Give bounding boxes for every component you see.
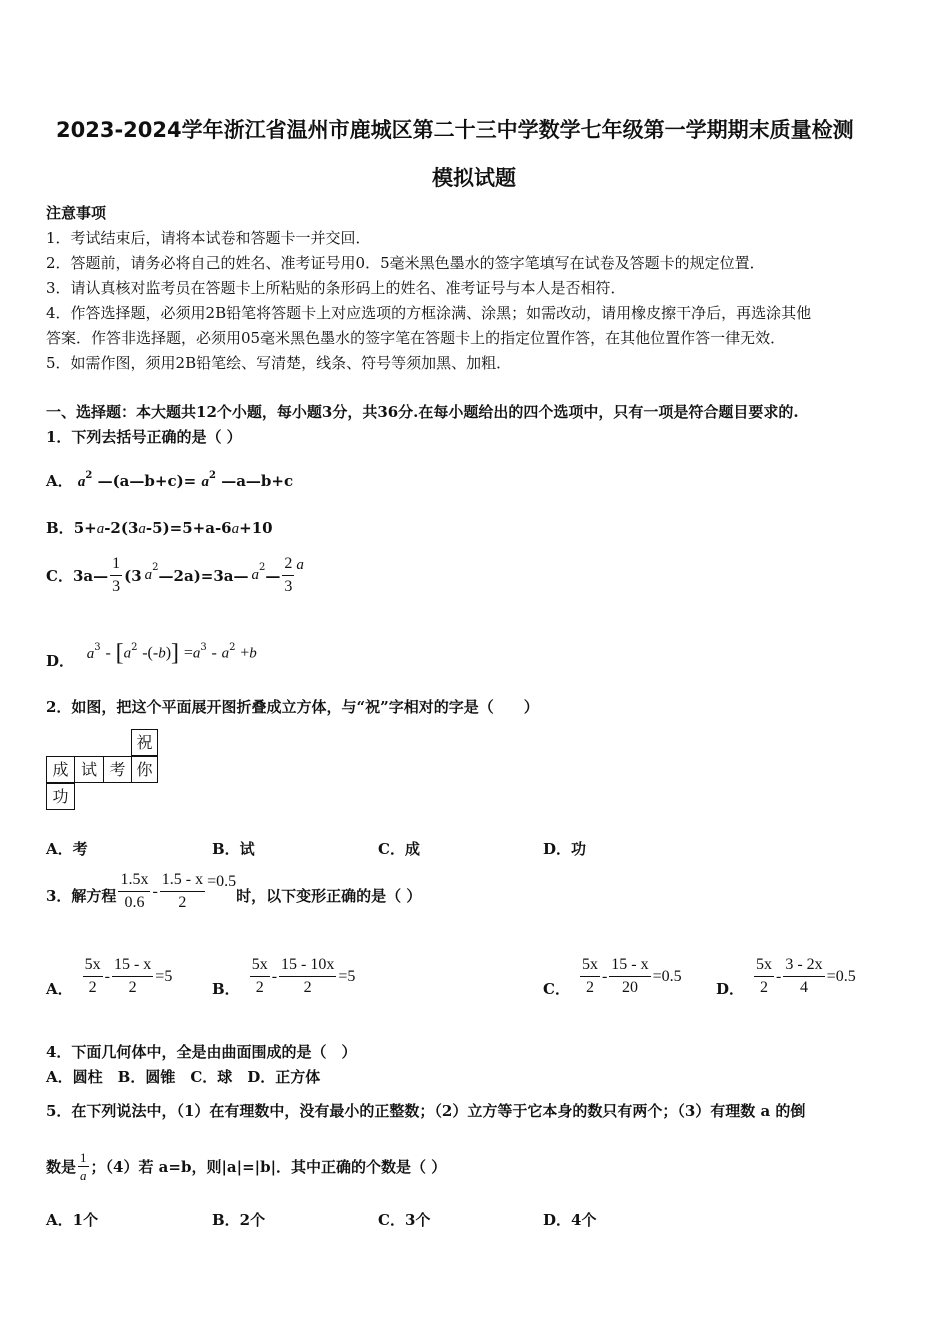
q1-option-d — [46, 640, 257, 670]
q2-option-d: D．功 — [543, 840, 587, 858]
q2-option-b: B．试 — [212, 840, 255, 858]
net-cell-kao: 考 — [103, 756, 132, 783]
fraction — [282, 554, 294, 597]
numerator: 2 — [282, 554, 294, 576]
rhs: =5 — [338, 967, 356, 985]
numerator: 5x — [83, 955, 103, 977]
math-var: a — [138, 521, 146, 537]
q1-option-c — [46, 554, 304, 597]
rhs: =0.5 — [207, 872, 237, 890]
math-text: —a—b+c — [221, 472, 294, 490]
fraction — [83, 955, 103, 998]
numerator: 5x — [250, 955, 270, 977]
math-text: —(a—b+c)= — [97, 472, 197, 490]
fraction — [118, 870, 150, 913]
q5-option-c: C．3个 — [378, 1211, 431, 1229]
math-text: - — [211, 644, 217, 662]
denominator: 2 — [128, 979, 137, 996]
math-exp: 2 — [229, 641, 236, 653]
math-exp: 3 — [94, 641, 101, 653]
fraction — [580, 955, 600, 998]
option-label: C． — [543, 980, 570, 998]
rhs: =0.5 — [652, 967, 682, 985]
option-label: D． — [716, 980, 745, 998]
numerator: 1.5 - x — [160, 870, 205, 892]
q3-option-a — [46, 955, 172, 998]
math-exp: 3 — [200, 641, 207, 653]
math-text: -(- — [142, 644, 159, 662]
page-title: 2023-2024学年浙江省温州市鹿城区第二十三中学数学七年级第一学期期末质量检测 — [56, 118, 854, 142]
question-4-stem: 4．下面几何体中，全是由曲面围成的是（ ） — [46, 1043, 357, 1061]
math-text: 3a— — [72, 566, 109, 585]
math-var: a — [144, 567, 153, 583]
numerator: 1 — [110, 554, 122, 576]
math-exp: 2 — [131, 641, 138, 653]
notice-item: 4．作答选择题，必须用2B铅笔将答题卡上对应选项的方框涂满、涂黑；如需改动，请用橡皮擦干净后，再选涂其他 — [46, 304, 812, 322]
notice-heading: 注意事项 — [46, 204, 107, 222]
notice-item: 答案．作答非选择题，必须用05毫米黑色墨水的签字笔在答题卡上的指定位置作答，在其他位置作答一律无效． — [46, 329, 786, 347]
math-var: a — [123, 645, 132, 662]
denominator: 2 — [303, 979, 312, 996]
math-var: a — [192, 645, 201, 662]
net-cell-shi: 试 — [74, 756, 104, 783]
math-var: b — [249, 645, 257, 662]
math-text: - — [105, 644, 111, 662]
numerator: 15 - x — [609, 955, 650, 977]
denominator: 2 — [88, 979, 97, 996]
stem-text: 数是 — [46, 1158, 77, 1176]
numerator: 5x — [754, 955, 774, 977]
q2-option-c: C．成 — [378, 840, 420, 858]
denominator: 2 — [760, 979, 769, 996]
denominator: 2 — [178, 894, 187, 911]
math-var: a — [201, 474, 209, 490]
section-heading: 一、选择题：本大题共12个小题，每小题3分，共36分.在每小题给出的四个选项中，只有一项是符合题目要求的. — [46, 403, 799, 421]
math-var: a — [296, 557, 304, 573]
numerator: 3 - 2x — [783, 955, 824, 977]
q3-option-b — [212, 955, 355, 998]
q3-option-d — [716, 955, 856, 998]
numerator: 1.5x — [118, 870, 150, 892]
net-cell-gong: 功 — [46, 783, 75, 810]
net-cell-zhu: 祝 — [131, 729, 158, 756]
net-cell-cheng: 成 — [46, 756, 75, 783]
math-exp: 2 — [259, 562, 266, 573]
math-text: -5)=5+a-6 — [145, 519, 232, 537]
math-var: a — [86, 645, 95, 662]
numerator: 1 — [80, 1150, 87, 1165]
fraction — [160, 870, 205, 913]
net-cell-ni: 你 — [131, 756, 158, 783]
denominator: 0.6 — [124, 894, 145, 911]
question-5-stem: 5．在下列说法中，（1）在有理数中，没有最小的正整数；（2）立方等于它本身的数只有两个；（3）有理数 a 的倒 — [46, 1102, 806, 1120]
math-var: a — [221, 645, 230, 662]
rhs: =5 — [155, 967, 173, 985]
math-text: 5+ — [73, 519, 97, 537]
q5-option-d: D．4个 — [543, 1211, 597, 1229]
math-var: a — [251, 567, 260, 583]
question-1-stem: 1．下列去括号正确的是（ ） — [46, 428, 242, 446]
fraction — [250, 955, 270, 998]
denominator: 4 — [800, 979, 808, 996]
fraction — [609, 955, 650, 998]
denominator: 20 — [621, 979, 638, 996]
math-exp: 2 — [152, 562, 159, 573]
math-text: — — [265, 566, 281, 585]
stem-text: ；（4）若 a=b，则|a|=|b|．其中正确的个数是（ ） — [90, 1158, 447, 1176]
q5-option-b: B．2个 — [212, 1211, 266, 1229]
math-text: —2a)=3a— — [158, 566, 249, 585]
page-subtitle: 模拟试题 — [432, 166, 516, 190]
option-label: B． — [212, 980, 240, 998]
question-2-stem: 2．如图，把这个平面展开图折叠成立方体，与“祝”字相对的字是（ ） — [46, 698, 539, 716]
math-text: (3 — [124, 566, 142, 585]
denominator: a — [80, 1168, 87, 1183]
stem-text: 时，以下变形正确的是（ ） — [236, 887, 422, 905]
denominator: 2 — [255, 979, 264, 996]
notice-item: 3．请认真核对监考员在答题卡上所粘贴的条形码上的姓名、准考证号与本人是否相符． — [46, 279, 626, 297]
minus: - — [271, 967, 278, 985]
q1-option-b — [46, 517, 273, 538]
q3-option-c — [543, 955, 682, 998]
numerator: 15 - 10x — [279, 955, 336, 977]
fraction — [754, 955, 774, 998]
math-text: + — [240, 644, 250, 662]
math-var: a — [96, 521, 105, 537]
denominator: 3 — [112, 578, 121, 595]
math-exp: 2 — [85, 470, 93, 481]
minus: - — [776, 967, 782, 985]
option-label: A． — [46, 472, 73, 490]
fraction — [279, 955, 336, 998]
math-var: b — [158, 645, 166, 662]
math-text: ) — [165, 644, 172, 662]
stem-text: 3．解方程 — [46, 887, 117, 905]
math-exp: 2 — [208, 470, 216, 481]
question-3-stem — [46, 870, 421, 913]
fraction — [110, 554, 122, 597]
q5-option-a: A．1个 — [46, 1211, 99, 1229]
math-text: = — [183, 644, 193, 662]
q2-option-a: A．考 — [46, 840, 88, 858]
q4-options: A．圆柱 B．圆锥 C．球 D．正方体 — [46, 1068, 321, 1086]
notice-item: 2．答题前，请务必将自己的姓名、准考证号用0．5毫米黑色墨水的签字笔填写在试卷及答题卡的规定位置． — [46, 254, 765, 272]
bracket: ] — [171, 640, 180, 666]
fraction — [78, 1150, 89, 1183]
option-label: D． — [46, 651, 75, 670]
denominator: 3 — [284, 578, 293, 595]
rhs: =0.5 — [826, 967, 856, 985]
denominator: 2 — [585, 979, 594, 996]
question-5-stem-2 — [46, 1150, 446, 1183]
math-text: +10 — [239, 519, 273, 537]
math-text: -2(3 — [104, 519, 139, 537]
notice-item: 5．如需作图，须用2B铅笔绘、写清楚，线条、符号等须加黑、加粗． — [46, 354, 512, 372]
bracket: [ — [115, 640, 124, 666]
minus: - — [104, 967, 110, 985]
q1-option-a — [46, 470, 293, 491]
option-label: C． — [46, 567, 73, 585]
fraction — [112, 955, 153, 998]
minus: - — [601, 967, 608, 985]
math-var: a — [231, 521, 240, 537]
fraction — [783, 955, 824, 998]
numerator: 15 - x — [112, 955, 153, 977]
option-label: A． — [46, 980, 73, 998]
notice-item: 1．考试结束后，请将本试卷和答题卡一并交回． — [46, 229, 371, 247]
numerator: 5x — [580, 955, 600, 977]
option-label: B． — [46, 519, 74, 537]
minus: - — [152, 882, 158, 900]
math-var: a — [77, 474, 86, 490]
